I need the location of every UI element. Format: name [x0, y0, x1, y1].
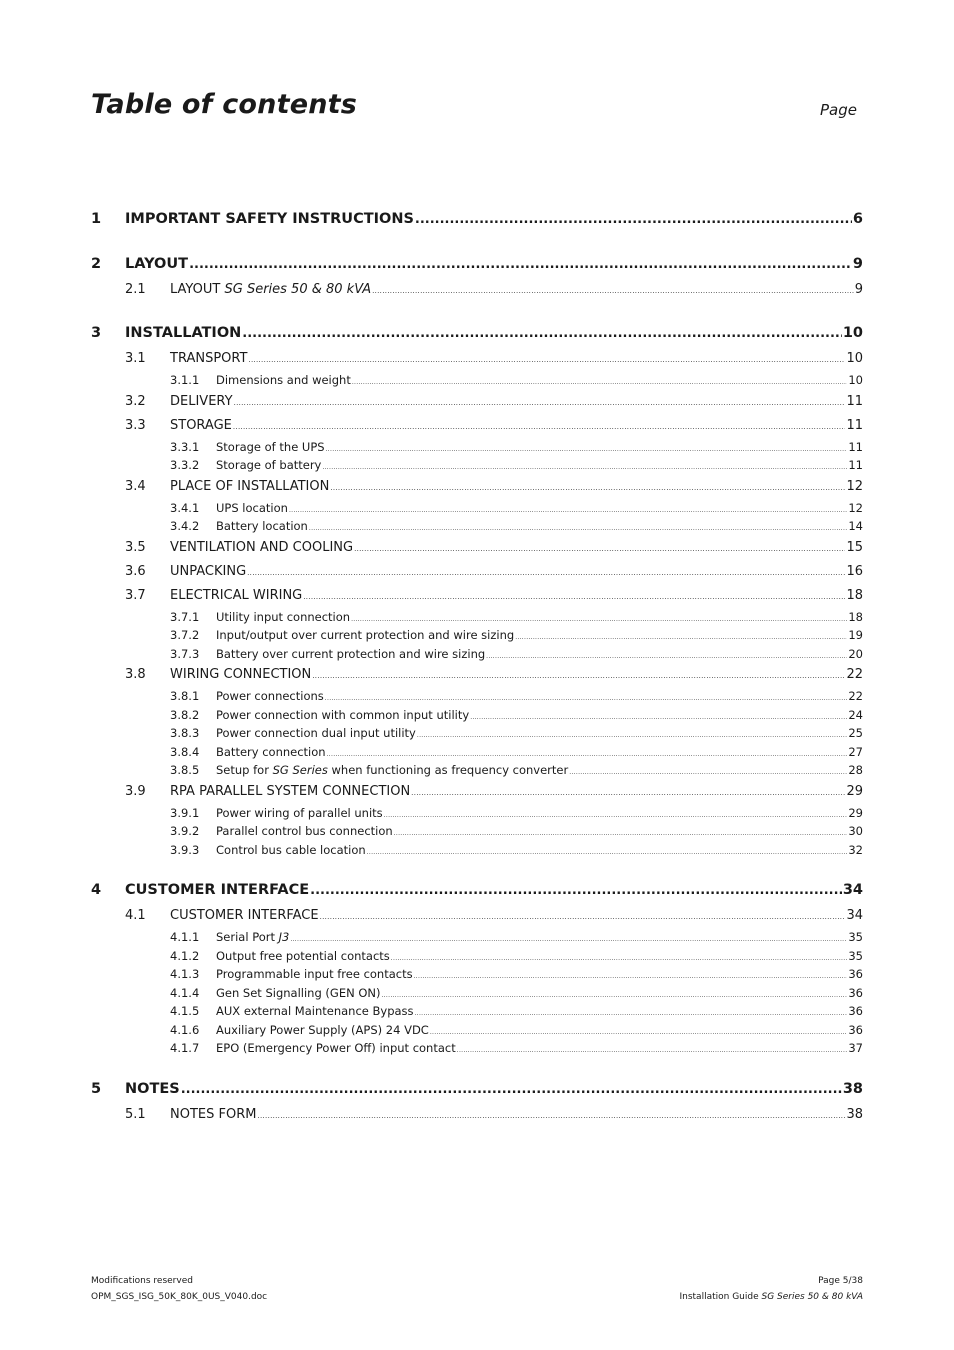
- toc-entry-page: 35: [848, 948, 863, 963]
- toc-entry-page: 27: [848, 744, 863, 759]
- footer-doc-series: SG Series 50 & 80 kVA: [761, 1292, 863, 1302]
- toc-entry-title-text: PLACE OF INSTALLATION: [170, 478, 330, 494]
- footer-modifications: Modifications reserved: [91, 1276, 193, 1286]
- toc-entry-title: [216, 706, 469, 725]
- toc-entry-title-text: TRANSPORT: [170, 351, 248, 366]
- toc-entry-number: 4.1.1: [170, 930, 200, 944]
- toc-entry-number: 2: [91, 256, 102, 272]
- toc-entry-page: 19: [848, 628, 863, 642]
- toc-entry-page: 11: [846, 393, 863, 409]
- toc-entry-number: 4: [91, 882, 102, 898]
- toc-entry-2-1[interactable]: [91, 278, 863, 302]
- toc-entry-title-text: Power connection dual input utility: [216, 726, 416, 740]
- toc-entry-3-5[interactable]: [91, 536, 863, 560]
- toc-entry-number: 3.2: [125, 393, 146, 409]
- toc-entry-3-8[interactable]: [91, 663, 863, 687]
- toc-entry-page: 25: [848, 726, 863, 740]
- toc-entry-number: 3.8.2: [170, 707, 200, 722]
- toc-dot-leader: [312, 664, 845, 688]
- toc-entry-3-7-3[interactable]: [91, 645, 863, 664]
- toc-entry-title: [216, 743, 326, 762]
- toc-entry-page: 36: [848, 1022, 863, 1037]
- toc-entry-title-text: Battery over current protection and wire sizing: [216, 646, 486, 661]
- toc-entry-title: [216, 822, 393, 841]
- toc-entry-number: 3.6: [125, 563, 146, 579]
- toc-entry-page: 9: [854, 282, 863, 297]
- toc-entry-page: 22: [846, 667, 863, 682]
- toc-entry-page: 38: [842, 1080, 863, 1097]
- toc-entry-page: 29: [848, 805, 863, 820]
- toc-entry-title-text: UNPACKING: [170, 563, 247, 579]
- toc-entry-number: 2.1: [125, 282, 146, 297]
- toc-entry-title: [170, 414, 232, 438]
- toc-entry-4-1-7[interactable]: [91, 1039, 863, 1058]
- toc-entry-number: 3.9.1: [170, 805, 200, 820]
- toc-entry-page: 38: [846, 1106, 863, 1122]
- toc-entry-title: [125, 876, 309, 904]
- toc-entry-number: 3.4.2: [170, 519, 200, 533]
- toc-entry-title-text: Output free potential contacts: [216, 948, 390, 963]
- toc-entry-page: 14: [848, 519, 863, 533]
- toc-entry-4-1-6[interactable]: [91, 1021, 863, 1040]
- toc-dot-leader: [382, 987, 848, 1006]
- toc-entry-title: [170, 536, 353, 560]
- page-column-label: Page: [820, 101, 857, 119]
- toc-dot-leader: [372, 279, 854, 303]
- toc-dot-leader: [470, 709, 847, 728]
- toc-entry-page: 10: [842, 325, 863, 341]
- toc-entry-3-9[interactable]: [91, 780, 863, 804]
- toc-entry-number: 3.8.5: [170, 763, 200, 777]
- toc-entry-title: [170, 390, 233, 414]
- footer-page-number: Page 5/38: [818, 1276, 863, 1286]
- toc-entry-title-text: CUSTOMER INTERFACE: [125, 882, 310, 898]
- toc-entry-4-1-2[interactable]: [91, 947, 863, 966]
- toc-dot-leader: [248, 348, 845, 372]
- toc-entry-title-text: VENTILATION AND COOLING: [170, 539, 354, 555]
- toc-entry-title-text: UPS location: [216, 500, 288, 515]
- toc-entry-3-8-5[interactable]: [91, 761, 863, 780]
- toc-entry-page: 9: [852, 256, 863, 272]
- toc-entry-title: [216, 724, 416, 743]
- toc-entry-title-text: AUX external Maintenance Bypass: [216, 1004, 414, 1018]
- toc-entry-title: [170, 560, 246, 584]
- page-title: Table of contents: [91, 89, 358, 120]
- toc-entry-3-9-1[interactable]: [91, 804, 863, 823]
- toc-entry-3-8-3[interactable]: [91, 724, 863, 743]
- toc-entry-3-7-1[interactable]: [91, 608, 863, 627]
- toc-dot-leader: [181, 1076, 842, 1104]
- toc-entry-title-text: Battery connection: [216, 744, 326, 759]
- toc-entry-title-text: Utility input connection: [216, 609, 351, 624]
- toc-entry-title: [216, 947, 390, 966]
- toc-entry-title: [216, 984, 381, 1003]
- toc-entry-title-text: Dimensions and weight: [216, 373, 351, 387]
- toc-entry-page: 11: [848, 439, 863, 454]
- toc-entry-3-8-2[interactable]: [91, 706, 863, 725]
- toc-dot-leader: [289, 502, 847, 521]
- toc-entry-title-text: STORAGE: [170, 417, 232, 433]
- toc-entry-title: [216, 928, 289, 947]
- toc-dot-leader: [417, 727, 847, 746]
- toc-entry-3-4[interactable]: [91, 475, 863, 499]
- toc-entry-title-text: Auxiliary Power Supply (APS) 24 VDC: [216, 1022, 429, 1037]
- toc-entry-title-text: INSTALLATION: [125, 325, 242, 341]
- toc-entry-page: 36: [848, 1004, 863, 1018]
- toc-entry-title: [170, 347, 247, 371]
- toc-dot-leader: [330, 476, 845, 500]
- toc-entry-page: 29: [846, 783, 863, 799]
- toc-entry-page: 16: [846, 563, 863, 579]
- toc-entry-title: [216, 626, 514, 645]
- toc-entry-title: [125, 319, 241, 347]
- toc-entry-title-text: NOTES FORM: [170, 1106, 257, 1122]
- toc-dot-leader: [367, 844, 848, 863]
- toc-entry-2[interactable]: [91, 250, 863, 278]
- toc-entry-number: 3.7: [125, 587, 146, 603]
- toc-entry-4[interactable]: [91, 876, 863, 904]
- toc-entry-title-text: Input/output over current protection and wire sizing: [216, 628, 515, 642]
- toc-entry-3-4-2[interactable]: [91, 517, 863, 536]
- toc-entry-title: [170, 780, 410, 804]
- toc-entry-5[interactable]: [91, 1075, 863, 1103]
- toc-entry-title-text-after: when functioning as frequency converter: [327, 763, 569, 777]
- toc-list: [91, 205, 863, 1127]
- toc-entry-page: 10: [846, 351, 863, 366]
- toc-entry-number: 3.3.2: [170, 458, 200, 472]
- toc-entry-3-3[interactable]: [91, 414, 863, 438]
- footer-filename: OPM_SGS_ISG_50K_80K_0US_V040.doc: [91, 1292, 268, 1302]
- toc-entry-number: 3.4: [125, 478, 146, 494]
- toc-entry-title-text: RPA PARALLEL SYSTEM CONNECTION: [170, 783, 411, 799]
- toc-entry-title-text: EPO (Emergency Power Off) input contact: [216, 1041, 456, 1055]
- footer: [91, 1273, 863, 1305]
- toc-entry-page: 28: [848, 763, 863, 777]
- toc-entry-title-text: Control bus cable location: [216, 842, 366, 857]
- toc-entry-page: 20: [848, 646, 863, 661]
- toc-entry-number: 3.3.1: [170, 439, 200, 454]
- toc-entry-page: 15: [846, 539, 863, 555]
- toc-entry-title: [170, 475, 329, 499]
- toc-entry-number: 3.1: [125, 351, 146, 366]
- toc-entry-number: 3.4.1: [170, 500, 200, 515]
- toc-entry-3-9-2[interactable]: [91, 822, 863, 841]
- toc-dot-leader: [257, 1104, 845, 1128]
- toc-dot-leader: [384, 807, 848, 826]
- toc-entry-title: [216, 517, 308, 536]
- toc-entry-1[interactable]: [91, 205, 863, 233]
- toc-entry-number: 3.1.1: [170, 373, 200, 387]
- toc-entry-number: 5.1: [125, 1106, 146, 1122]
- toc-entry-number: 5: [91, 1080, 102, 1097]
- toc-entry-title: [216, 1039, 456, 1058]
- toc-dot-leader: [430, 1024, 848, 1043]
- toc-entry-number: 4.1.5: [170, 1004, 200, 1018]
- toc-entry-4-1-4[interactable]: [91, 984, 863, 1003]
- toc-entry-4-1-1[interactable]: [91, 928, 863, 947]
- toc-entry-number: 3.9: [125, 783, 146, 799]
- toc-entry-title-italic: SG Series: [272, 763, 328, 777]
- toc-entry-page: 36: [848, 985, 863, 1000]
- toc-entry-number: 3.7.3: [170, 646, 200, 661]
- toc-entry-3-2[interactable]: [91, 390, 863, 414]
- toc-entry-number: 3.9.2: [170, 824, 200, 838]
- toc-entry-number: 3: [91, 325, 102, 341]
- toc-entry-title: [216, 608, 350, 627]
- toc-entry-page: 18: [846, 587, 863, 603]
- toc-entry-title: [216, 1021, 429, 1040]
- toc-dot-leader: [414, 968, 848, 987]
- toc-entry-title-text: IMPORTANT SAFETY INSTRUCTIONS: [125, 211, 414, 227]
- toc-entry-title: [216, 371, 351, 390]
- toc-entry-title-text: Serial Port: [216, 930, 279, 944]
- toc-entry-page: 35: [848, 930, 863, 944]
- toc-entry-title: [216, 965, 413, 984]
- toc-entry-title-text: ELECTRICAL WIRING: [170, 587, 303, 603]
- toc-entry-page: 34: [842, 882, 863, 898]
- toc-entry-3-3-2[interactable]: [91, 456, 863, 475]
- toc-entry-page: 22: [848, 689, 863, 703]
- toc-dot-leader: [515, 629, 847, 648]
- toc-entry-4-1[interactable]: [91, 904, 863, 928]
- toc-entry-title: [216, 804, 383, 823]
- toc-entry-number: 3.3: [125, 417, 146, 433]
- toc-entry-3-1[interactable]: [91, 347, 863, 371]
- toc-entry-3[interactable]: [91, 319, 863, 347]
- toc-dot-leader: [310, 877, 842, 905]
- toc-entry-page: 37: [848, 1041, 863, 1055]
- toc-entry-title: [216, 645, 485, 664]
- toc-entry-title: [216, 1002, 414, 1021]
- toc-dot-leader: [326, 441, 848, 460]
- toc-dot-leader: [394, 825, 848, 844]
- toc-entry-title-text: Setup for: [216, 763, 273, 777]
- toc-entry-title-text: Battery location: [216, 519, 308, 533]
- toc-dot-leader: [233, 415, 846, 439]
- toc-entry-page: 34: [846, 908, 863, 923]
- toc-dot-leader: [415, 206, 852, 234]
- toc-entry-number: 4.1.2: [170, 948, 200, 963]
- toc-dot-leader: [247, 561, 845, 585]
- toc-entry-title: [125, 205, 414, 233]
- toc-entry-title-text: CUSTOMER INTERFACE: [170, 908, 319, 923]
- toc-entry-3-1-1[interactable]: [91, 371, 863, 390]
- toc-entry-4-1-3[interactable]: [91, 965, 863, 984]
- toc-entry-number: 3.9.3: [170, 842, 200, 857]
- toc-dot-leader: [354, 537, 845, 561]
- toc-entry-title-text: Storage of the UPS: [216, 439, 325, 454]
- toc-entry-title: [216, 456, 321, 475]
- toc-entry-title: [170, 584, 302, 608]
- toc-entry-title: [125, 1075, 180, 1103]
- toc-entry-title-italic: SG Series 50 & 80 kVA: [224, 282, 372, 297]
- toc-entry-3-6[interactable]: [91, 560, 863, 584]
- toc-entry-page: 12: [848, 500, 863, 515]
- toc-entry-number: 4.1.7: [170, 1041, 200, 1055]
- toc-entry-title-text: NOTES: [125, 1080, 180, 1097]
- toc-entry-3-7-2[interactable]: [91, 626, 863, 645]
- toc-dot-leader: [411, 781, 845, 805]
- toc-entry-page: 11: [846, 417, 863, 433]
- toc-dot-leader: [189, 251, 852, 279]
- toc-entry-title: [170, 278, 371, 302]
- toc-entry-title-text: WIRING CONNECTION: [170, 667, 312, 682]
- toc-dot-leader: [242, 320, 842, 348]
- toc-entry-number: 3.8.4: [170, 744, 200, 759]
- toc-entry-title-text: Parallel control bus connection: [216, 824, 393, 838]
- toc-entry-title: [170, 904, 319, 928]
- toc-entry-page: 11: [848, 458, 863, 472]
- toc-entry-page: 24: [848, 707, 863, 722]
- toc-entry-4-1-5[interactable]: [91, 1002, 863, 1021]
- toc-entry-page: 32: [848, 842, 863, 857]
- toc-entry-title: [216, 841, 366, 860]
- toc-entry-title-text: LAYOUT: [125, 256, 189, 272]
- toc-dot-leader: [391, 950, 848, 969]
- toc-entry-title-text: DELIVERY: [170, 393, 233, 409]
- toc-dot-leader: [234, 391, 846, 415]
- toc-entry-number: 4.1.4: [170, 985, 200, 1000]
- toc-dot-leader: [457, 1042, 848, 1061]
- toc-entry-title-text: Storage of battery: [216, 458, 322, 472]
- footer-doc-prefix: Installation Guide: [679, 1292, 762, 1302]
- toc-entry-title: [216, 687, 324, 706]
- toc-entry-title-text: Power wiring of parallel units: [216, 805, 383, 820]
- toc-dot-leader: [415, 1005, 848, 1024]
- toc-entry-page: 10: [848, 373, 863, 387]
- toc-entry-page: 18: [848, 609, 863, 624]
- toc-entry-title-text: Power connections: [216, 689, 324, 703]
- toc-entry-title-italic: J3: [278, 930, 290, 944]
- toc-entry-number: 4.1: [125, 908, 146, 923]
- toc-entry-title-text: Power connection with common input utility: [216, 707, 470, 722]
- toc-dot-leader: [320, 905, 846, 929]
- toc-entry-3-9-3[interactable]: [91, 841, 863, 860]
- toc-entry-3-8-4[interactable]: [91, 743, 863, 762]
- toc-entry-number: 3.8.3: [170, 726, 200, 740]
- toc-entry-title: [170, 1103, 256, 1127]
- toc-entry-number: 4.1.6: [170, 1022, 200, 1037]
- toc-entry-number: 3.8: [125, 667, 146, 682]
- toc-entry-title: [170, 663, 311, 687]
- toc-entry-5-1[interactable]: [91, 1103, 863, 1127]
- toc-entry-title: [216, 761, 568, 780]
- toc-entry-3-8-1[interactable]: [91, 687, 863, 706]
- toc-entry-number: 3.8.1: [170, 689, 200, 703]
- toc-entry-page: 12: [846, 478, 863, 494]
- toc-dot-leader: [303, 585, 845, 609]
- toc-entry-title: [216, 438, 325, 457]
- toc-entry-page: 6: [852, 211, 863, 227]
- toc-entry-page: 36: [848, 967, 863, 981]
- toc-entry-number: 3.5: [125, 539, 146, 555]
- footer-doc-title: [679, 1289, 863, 1305]
- toc-entry-title-text: Programmable input free contacts: [216, 967, 413, 981]
- toc-entry-3-7[interactable]: [91, 584, 863, 608]
- toc-entry-title-text: LAYOUT: [170, 282, 225, 297]
- toc-entry-number: 3.7.2: [170, 628, 200, 642]
- toc-entry-title: [125, 250, 188, 278]
- toc-entry-3-3-1[interactable]: [91, 438, 863, 457]
- toc-entry-number: 3.7.1: [170, 609, 200, 624]
- toc-entry-title-text: Gen Set Signalling (GEN ON): [216, 985, 381, 1000]
- toc-entry-title: [216, 499, 288, 518]
- toc-entry-number: 4.1.3: [170, 967, 200, 981]
- toc-entry-3-4-1[interactable]: [91, 499, 863, 518]
- toc-entry-number: 1: [91, 211, 102, 227]
- toc-entry-page: 30: [848, 824, 863, 838]
